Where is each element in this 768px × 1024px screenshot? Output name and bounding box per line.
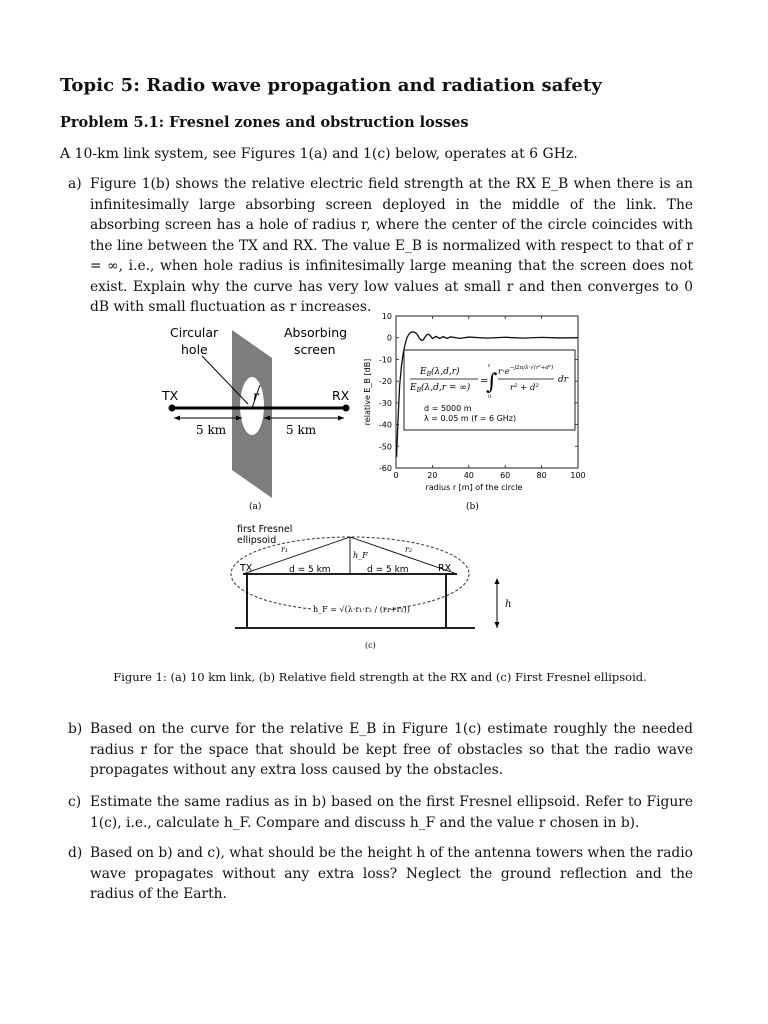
figure-a-sublabel: (a) bbox=[249, 502, 262, 512]
arrow-head bbox=[495, 578, 500, 584]
ellipsoid-label-2: ellipsoid bbox=[237, 535, 277, 546]
hf-label: h_F bbox=[353, 551, 368, 560]
integral-sign: ∫ bbox=[486, 370, 498, 395]
y-tick-label: -60 bbox=[378, 464, 392, 473]
circular-hole-label: Circular bbox=[170, 325, 219, 340]
ellipsoid-label: first Fresnel bbox=[237, 524, 293, 535]
d-left-label: d = 5 km bbox=[289, 565, 331, 575]
question-text: Based on the curve for the relative E_B in Figure 1(c) estimate roughly the needed radius r for the space that should be kept free of obstacles so that the radio wave propagates without any extra loss caused by the obstacles. bbox=[90, 721, 693, 778]
x-tick-label: 40 bbox=[463, 471, 474, 480]
integral-upper: r bbox=[488, 363, 491, 369]
question-a bbox=[68, 174, 693, 318]
formula-denominator: $E_B(\lambda,d,r$ = ∞) bbox=[410, 383, 471, 394]
x-tick-label: 0 bbox=[393, 471, 399, 480]
left-distance-label: 5 km bbox=[196, 423, 227, 437]
problem-title: Problem 5.1: Fresnel zones and obstruction losses bbox=[60, 114, 469, 131]
annotation-distance: d = 5000 m bbox=[424, 404, 472, 413]
figure-c-fresnel-diagram bbox=[225, 518, 525, 653]
x-tick-label: 20 bbox=[427, 471, 438, 480]
integrand-numerator: $r\cdot e^{-j2\pi/\lambda\cdot√(r^2+d^2)}$ bbox=[498, 365, 554, 377]
y-axis-label: relative E_B [dB] bbox=[363, 358, 372, 426]
annotation-wavelength: λ = 0.05 m (f = 6 GHz) bbox=[424, 414, 517, 423]
figure-caption: Figure 1: (a) 10 km link, (b) Relative field strength at the RX and (c) First Fresnel ellipsoid. bbox=[113, 670, 647, 684]
hf-formula: h_F = √(λ·r₁·r₂ / (r₁+r₂)) bbox=[313, 605, 410, 614]
y-tick-label: -50 bbox=[378, 442, 392, 452]
arrow-head bbox=[174, 416, 180, 421]
r2-label: r₂ bbox=[405, 545, 413, 554]
x-tick-label: 100 bbox=[570, 471, 586, 480]
y-tick-label: -30 bbox=[378, 398, 392, 408]
formula-box bbox=[404, 350, 575, 430]
tx-label: TX bbox=[162, 388, 179, 403]
x-tick-label: 60 bbox=[500, 471, 511, 480]
figure-a-link-diagram bbox=[150, 318, 370, 518]
question-label: c) bbox=[68, 794, 82, 810]
y-tick-label: 0 bbox=[386, 333, 392, 343]
integrand-denominator: r² + d² bbox=[510, 383, 539, 393]
question-label: b) bbox=[68, 721, 83, 737]
y-tick-label: -20 bbox=[378, 377, 392, 387]
absorbing-screen-label-2: screen bbox=[294, 342, 336, 357]
right-distance-label: 5 km bbox=[286, 423, 317, 437]
rx-node bbox=[343, 405, 350, 412]
absorbing-screen-label: Absorbing bbox=[284, 325, 348, 340]
formula-equals: = bbox=[480, 376, 489, 387]
x-tick-label: 80 bbox=[536, 471, 547, 480]
d-right-label: d = 5 km bbox=[367, 565, 409, 575]
question-d bbox=[68, 843, 693, 905]
topic-title: Topic 5: Radio wave propagation and radiation safety bbox=[60, 75, 602, 96]
tx-label: TX bbox=[240, 563, 253, 574]
intro-text: A 10-km link system, see Figures 1(a) and 1(c) below, operates at 6 GHz. bbox=[60, 146, 578, 162]
question-text: Figure 1(b) shows the relative electric field strength at the RX E_B when there is an infinitesimally large absorbing screen deployed in the middle of the link. The absorbing screen has a hole of radius r, where the center of the circle coincides with the line between the TX and RX. The value E_B is normalized with respect to that of r = ∞, i.e., when hole radius is infinitesimally large meaning that the screen does not exist. Explain why the curve has very low values at small r and then converges to 0 dB with small fluctuation as r increases. bbox=[90, 176, 693, 315]
x-axis-label: radius r [m] of the circle bbox=[425, 483, 523, 492]
h-label: h bbox=[505, 599, 512, 610]
y-tick-label: 10 bbox=[381, 312, 392, 321]
rx-label: RX bbox=[332, 388, 350, 403]
integral-lower: 0 bbox=[488, 394, 492, 400]
rx-label: RX bbox=[438, 563, 452, 574]
question-c bbox=[68, 792, 693, 833]
arrow-head bbox=[495, 622, 500, 628]
integrand-dr: dr bbox=[558, 375, 569, 385]
question-label: a) bbox=[68, 176, 82, 192]
question-b bbox=[68, 719, 693, 781]
question-text: Based on b) and c), what should be the height h of the antenna towers when the radio wave propagates without any extra loss? Neglect the ground reflection and the radius of the Earth. bbox=[90, 845, 693, 902]
circular-hole-label-2: hole bbox=[181, 342, 208, 357]
arrow-head bbox=[338, 416, 344, 421]
figure-c-sublabel: (c) bbox=[365, 641, 376, 650]
screen-hole bbox=[240, 377, 264, 435]
y-tick-label: -10 bbox=[378, 355, 392, 365]
formula-numerator: $E_B(\lambda,d,r)$ bbox=[420, 367, 460, 378]
tx-node bbox=[169, 405, 176, 412]
question-text: Estimate the same radius as in b) based on the first Fresnel ellipsoid. Refer to Figure 1(c), i.e., calculate h_F. Compare and discuss h_F and the value r chosen in b). bbox=[90, 794, 693, 831]
figure-b-chart bbox=[358, 308, 590, 513]
radius-label: r bbox=[253, 389, 259, 403]
y-tick-label: -40 bbox=[378, 420, 392, 430]
r1-label: r₁ bbox=[281, 545, 289, 554]
figure-b-sublabel: (b) bbox=[466, 502, 479, 512]
question-label: d) bbox=[68, 845, 83, 861]
